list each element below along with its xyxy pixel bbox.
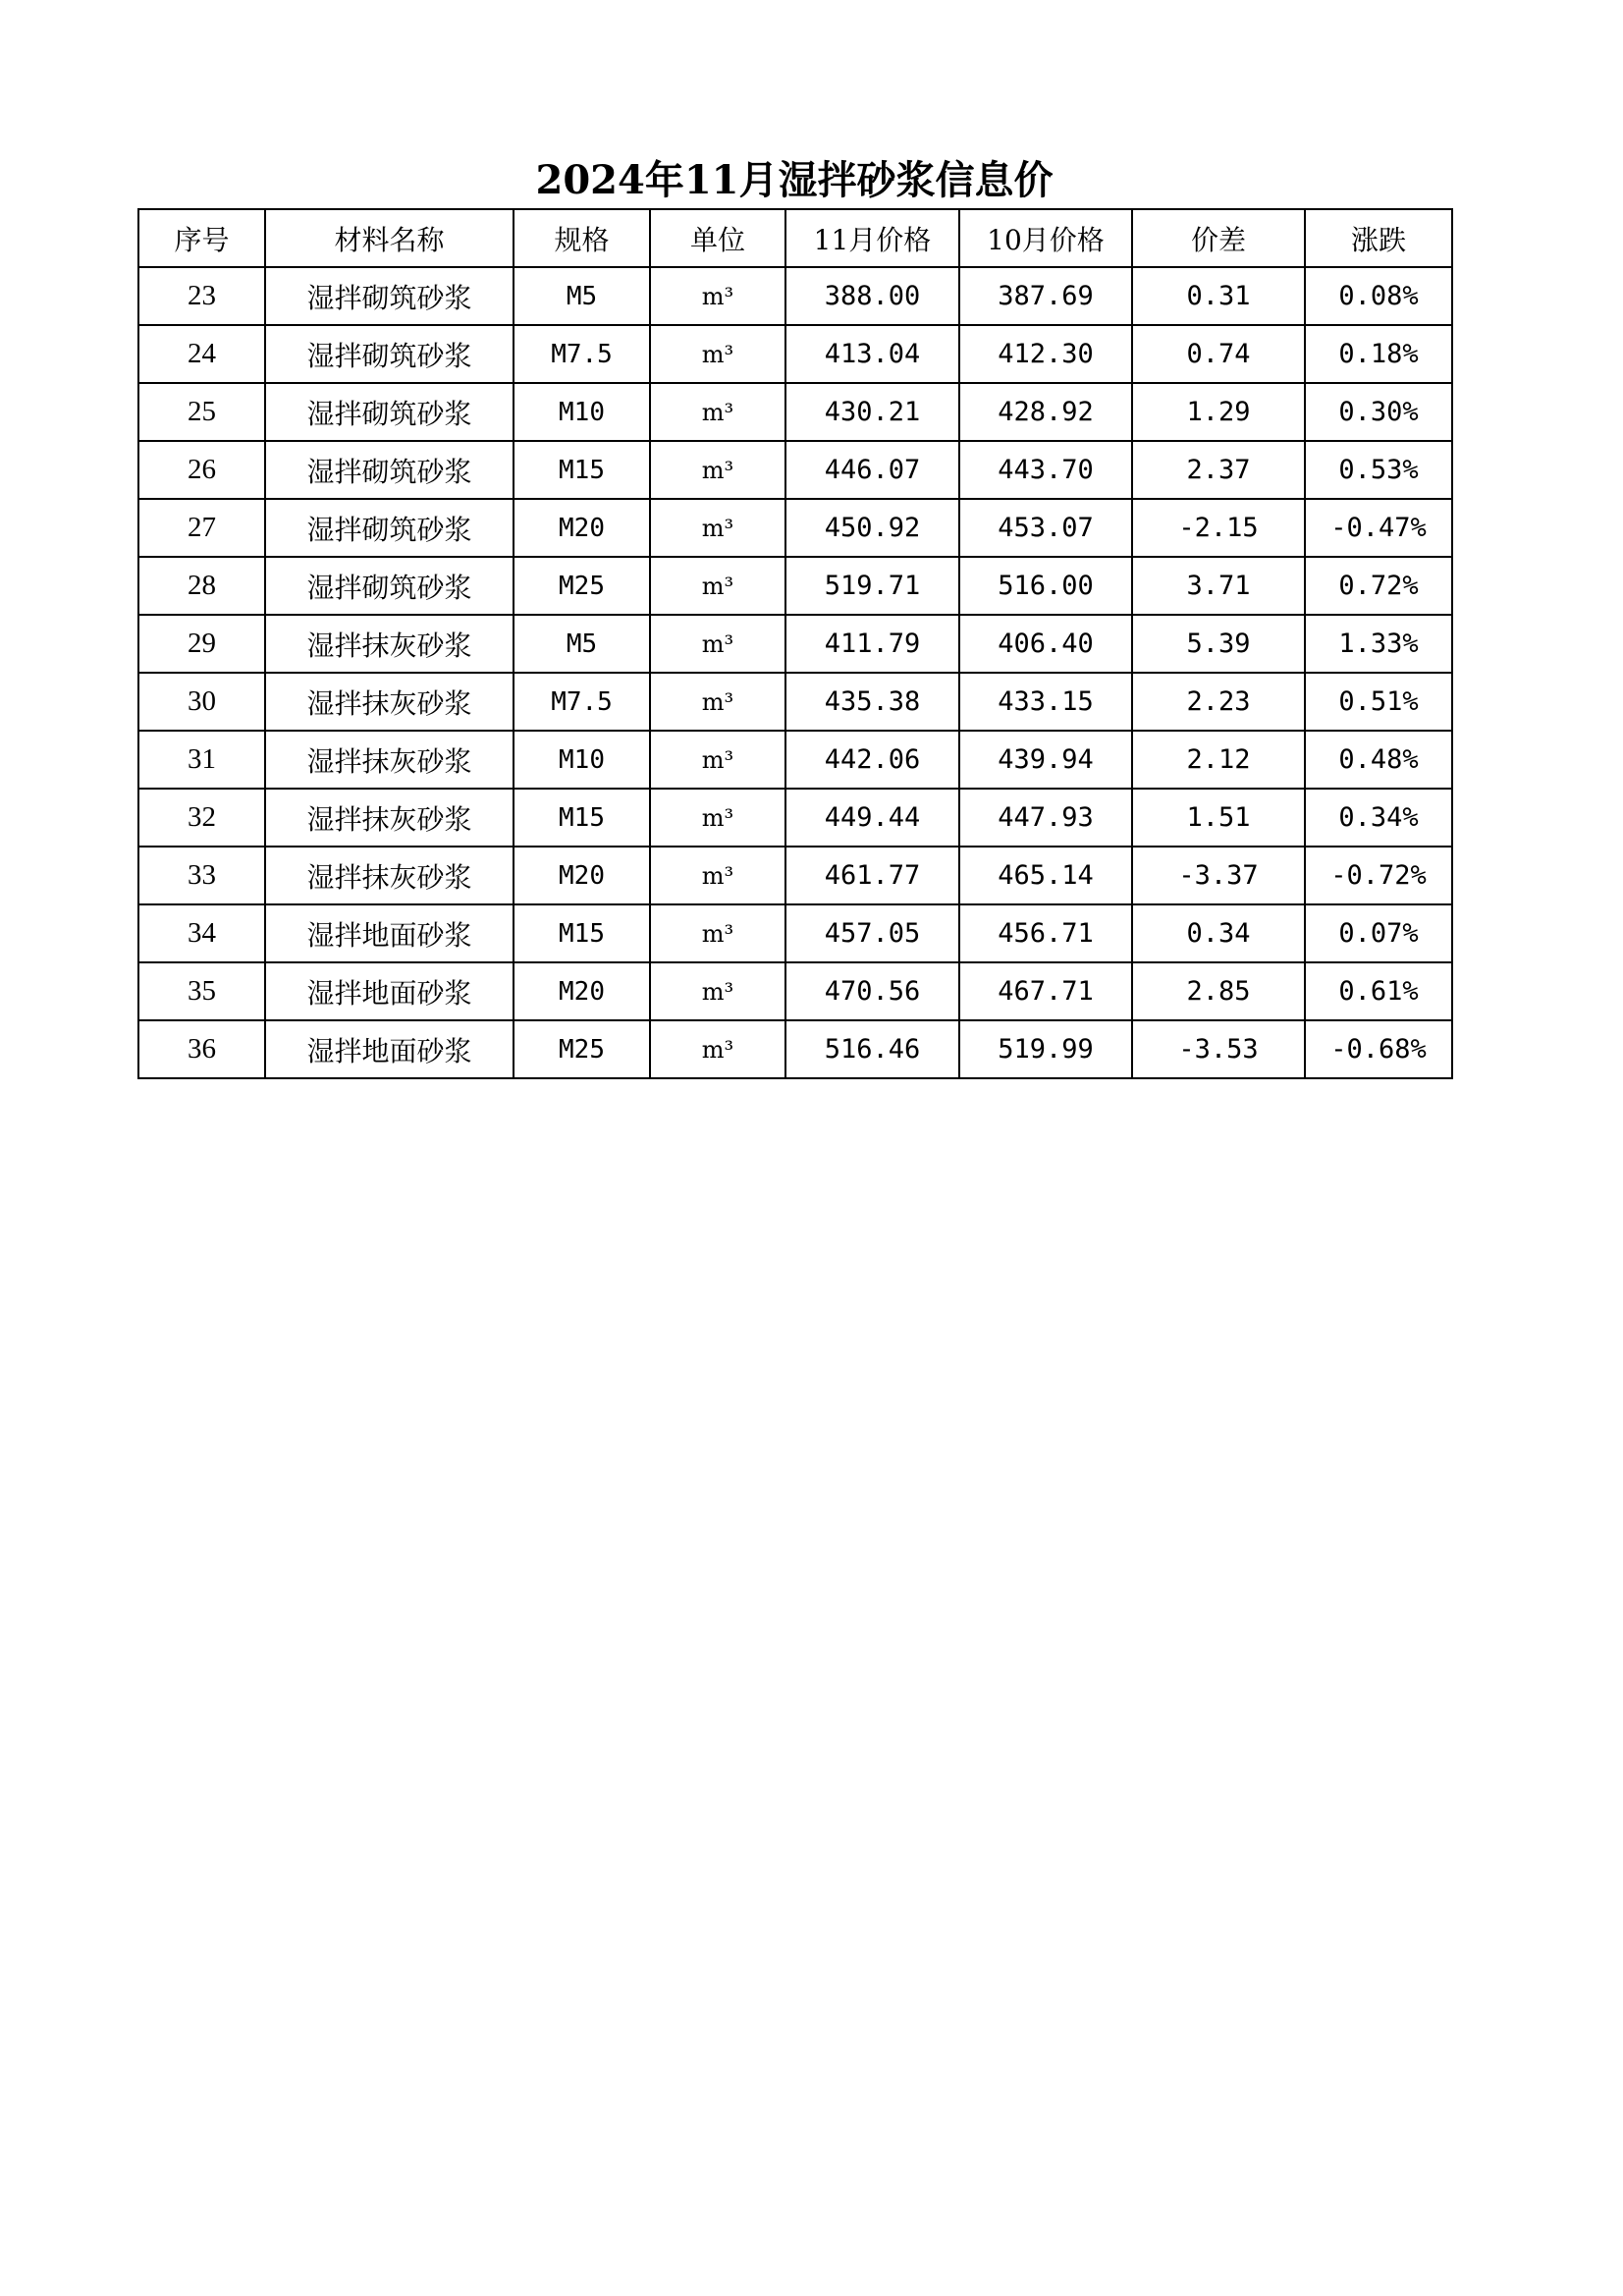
cell-seq: 23 [138, 267, 265, 325]
cell-oct-price: 519.99 [959, 1020, 1132, 1078]
cell-unit: m³ [650, 962, 785, 1020]
cell-unit: m³ [650, 615, 785, 673]
cell-change: 0.34% [1305, 789, 1452, 847]
cell-nov-price: 470.56 [785, 962, 959, 1020]
cell-change: 0.72% [1305, 557, 1452, 615]
table-row [138, 731, 1452, 789]
cell-nov-price: 388.00 [785, 267, 959, 325]
cell-nov-price: 442.06 [785, 731, 959, 789]
cell-seq: 24 [138, 325, 265, 383]
cell-seq: 28 [138, 557, 265, 615]
cell-nov-price: 446.07 [785, 441, 959, 499]
cell-change: 0.51% [1305, 673, 1452, 731]
table-row [138, 325, 1452, 383]
cell-oct-price: 406.40 [959, 615, 1132, 673]
cell-oct-price: 443.70 [959, 441, 1132, 499]
cell-unit: m³ [650, 557, 785, 615]
table-row [138, 673, 1452, 731]
cell-seq: 29 [138, 615, 265, 673]
cell-spec: M25 [514, 557, 650, 615]
table-row [138, 441, 1452, 499]
cell-diff: -3.53 [1132, 1020, 1305, 1078]
cell-unit: m³ [650, 325, 785, 383]
cell-nov-price: 449.44 [785, 789, 959, 847]
cell-seq: 36 [138, 1020, 265, 1078]
cell-nov-price: 411.79 [785, 615, 959, 673]
cell-diff: 2.23 [1132, 673, 1305, 731]
cell-diff: 0.34 [1132, 904, 1305, 962]
cell-spec: M7.5 [514, 325, 650, 383]
cell-seq: 31 [138, 731, 265, 789]
cell-oct-price: 516.00 [959, 557, 1132, 615]
header-row [138, 209, 1452, 267]
cell-change: 0.61% [1305, 962, 1452, 1020]
cell-unit: m³ [650, 383, 785, 441]
header-name: 材料名称 [265, 209, 514, 267]
cell-change: 0.48% [1305, 731, 1452, 789]
cell-unit: m³ [650, 731, 785, 789]
cell-nov-price: 450.92 [785, 499, 959, 557]
table-row [138, 499, 1452, 557]
cell-nov-price: 430.21 [785, 383, 959, 441]
cell-unit: m³ [650, 673, 785, 731]
cell-spec: M10 [514, 731, 650, 789]
cell-nov-price: 461.77 [785, 847, 959, 904]
cell-spec: M15 [514, 789, 650, 847]
table-row [138, 1020, 1452, 1078]
cell-name: 湿拌抹灰砂浆 [265, 847, 514, 904]
cell-unit: m³ [650, 847, 785, 904]
price-table [137, 208, 1453, 1079]
cell-spec: M15 [514, 441, 650, 499]
cell-diff: 1.29 [1132, 383, 1305, 441]
cell-spec: M15 [514, 904, 650, 962]
cell-diff: -3.37 [1132, 847, 1305, 904]
header-nov-price: 11月价格 [785, 209, 959, 267]
cell-name: 湿拌抹灰砂浆 [265, 673, 514, 731]
page-title: 2024年11月湿拌砂浆信息价 [535, 157, 1054, 203]
cell-spec: M20 [514, 499, 650, 557]
table-row [138, 789, 1452, 847]
header-unit: 单位 [650, 209, 785, 267]
cell-spec: M25 [514, 1020, 650, 1078]
cell-change: 1.33% [1305, 615, 1452, 673]
cell-name: 湿拌地面砂浆 [265, 904, 514, 962]
cell-oct-price: 428.92 [959, 383, 1132, 441]
cell-oct-price: 433.15 [959, 673, 1132, 731]
header-spec: 规格 [514, 209, 650, 267]
cell-unit: m³ [650, 267, 785, 325]
table-body [138, 267, 1452, 1078]
cell-unit: m³ [650, 789, 785, 847]
cell-diff: 2.85 [1132, 962, 1305, 1020]
cell-diff: 0.31 [1132, 267, 1305, 325]
cell-name: 湿拌砌筑砂浆 [265, 383, 514, 441]
table-row [138, 383, 1452, 441]
cell-oct-price: 456.71 [959, 904, 1132, 962]
cell-spec: M5 [514, 615, 650, 673]
cell-oct-price: 465.14 [959, 847, 1132, 904]
cell-name: 湿拌砌筑砂浆 [265, 557, 514, 615]
table-row [138, 847, 1452, 904]
table-row [138, 962, 1452, 1020]
cell-diff: 1.51 [1132, 789, 1305, 847]
cell-name: 湿拌抹灰砂浆 [265, 731, 514, 789]
cell-name: 湿拌砌筑砂浆 [265, 441, 514, 499]
cell-unit: m³ [650, 441, 785, 499]
cell-nov-price: 519.71 [785, 557, 959, 615]
cell-seq: 34 [138, 904, 265, 962]
cell-change: -0.47% [1305, 499, 1452, 557]
cell-diff: 5.39 [1132, 615, 1305, 673]
cell-oct-price: 412.30 [959, 325, 1132, 383]
header-seq: 序号 [138, 209, 265, 267]
cell-diff: 0.74 [1132, 325, 1305, 383]
header-oct-price: 10月价格 [959, 209, 1132, 267]
cell-change: 0.08% [1305, 267, 1452, 325]
cell-name: 湿拌抹灰砂浆 [265, 615, 514, 673]
cell-change: 0.07% [1305, 904, 1452, 962]
table-row [138, 904, 1452, 962]
cell-change: -0.72% [1305, 847, 1452, 904]
header-diff: 价差 [1132, 209, 1305, 267]
table-row [138, 267, 1452, 325]
cell-unit: m³ [650, 1020, 785, 1078]
cell-diff: 2.12 [1132, 731, 1305, 789]
cell-change: -0.68% [1305, 1020, 1452, 1078]
cell-name: 湿拌砌筑砂浆 [265, 499, 514, 557]
cell-seq: 35 [138, 962, 265, 1020]
cell-spec: M10 [514, 383, 650, 441]
cell-diff: -2.15 [1132, 499, 1305, 557]
cell-oct-price: 447.93 [959, 789, 1132, 847]
cell-unit: m³ [650, 499, 785, 557]
cell-diff: 3.71 [1132, 557, 1305, 615]
cell-oct-price: 439.94 [959, 731, 1132, 789]
cell-diff: 2.37 [1132, 441, 1305, 499]
cell-seq: 25 [138, 383, 265, 441]
cell-name: 湿拌地面砂浆 [265, 962, 514, 1020]
cell-seq: 33 [138, 847, 265, 904]
header-change: 涨跌 [1305, 209, 1452, 267]
cell-change: 0.30% [1305, 383, 1452, 441]
cell-spec: M5 [514, 267, 650, 325]
cell-oct-price: 453.07 [959, 499, 1132, 557]
cell-nov-price: 516.46 [785, 1020, 959, 1078]
cell-name: 湿拌砌筑砂浆 [265, 325, 514, 383]
cell-oct-price: 387.69 [959, 267, 1132, 325]
cell-seq: 30 [138, 673, 265, 731]
cell-seq: 32 [138, 789, 265, 847]
cell-seq: 27 [138, 499, 265, 557]
cell-spec: M20 [514, 962, 650, 1020]
table-row [138, 557, 1452, 615]
cell-nov-price: 413.04 [785, 325, 959, 383]
table-row [138, 615, 1452, 673]
cell-name: 湿拌抹灰砂浆 [265, 789, 514, 847]
cell-nov-price: 457.05 [785, 904, 959, 962]
cell-unit: m³ [650, 904, 785, 962]
cell-change: 0.18% [1305, 325, 1452, 383]
cell-seq: 26 [138, 441, 265, 499]
cell-spec: M7.5 [514, 673, 650, 731]
cell-oct-price: 467.71 [959, 962, 1132, 1020]
cell-nov-price: 435.38 [785, 673, 959, 731]
cell-name: 湿拌砌筑砂浆 [265, 267, 514, 325]
cell-name: 湿拌地面砂浆 [265, 1020, 514, 1078]
cell-change: 0.53% [1305, 441, 1452, 499]
cell-spec: M20 [514, 847, 650, 904]
